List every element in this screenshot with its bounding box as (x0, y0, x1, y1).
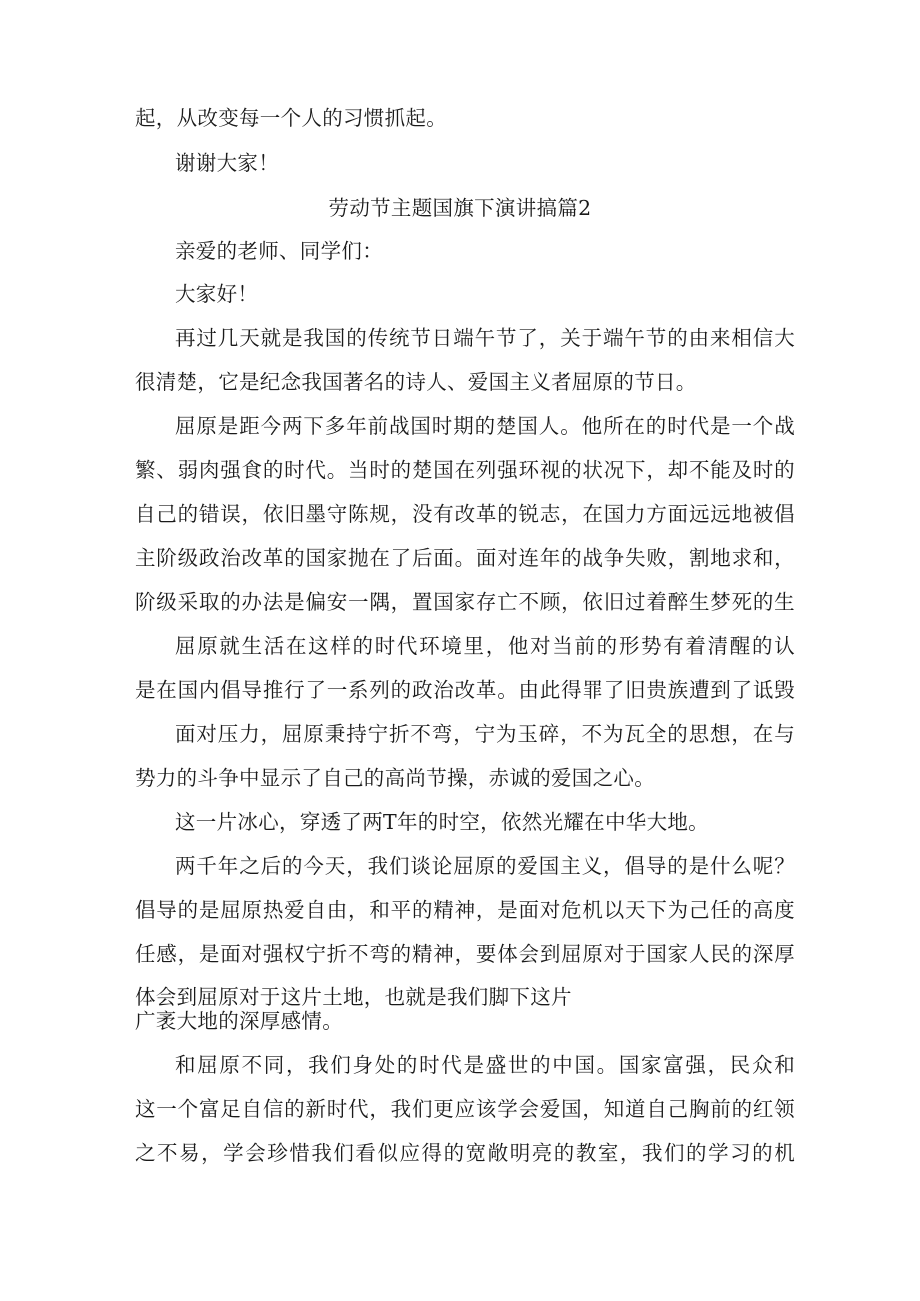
paragraph-line: 主阶级政治改革的国家抛在了后面。面对连年的战争失败，割地求和， (135, 546, 795, 570)
paragraph-line: 倡导的是屈原热爱自由，和平的精神，是面对危机以天下为己任的高度 (135, 898, 795, 922)
paragraph-line: 面对压力，屈原秉持宁折不弯，宁为玉碎，不为瓦全的思想，在与 (175, 722, 795, 746)
paragraph-line: 体会到屈原对于这片土地，也就是我们脚下这片 (135, 985, 572, 1009)
paragraph-line: 繁、弱肉强食的时代。当时的楚国在列强环视的状况下，却不能及时的 (135, 458, 795, 482)
paragraph-line: 是在国内倡导推行了一系列的政治改革。由此得罪了旧贵族遭到了诋毁 (135, 678, 795, 702)
closing-thanks: 谢谢大家！ (175, 151, 279, 175)
paragraph-line: 广袤大地的深厚感情。 (135, 1009, 343, 1033)
paragraph-line: 屈原就生活在这样的时代环境里，他对当前的形势有着清醒的认 (175, 634, 795, 658)
paragraph-line: 势力的斗争中显示了自己的高尚节操，赤诚的爱国之心。 (135, 766, 655, 790)
paragraph-line: 起，从改变每一个人的习惯抓起。 (135, 106, 447, 130)
paragraph-line: 之不易，学会珍惜我们看似应得的宽敞明亮的教室，我们的学习的机 (135, 1141, 795, 1165)
section-title: 劳动节主题国旗下演讲搞篇2 (328, 196, 592, 220)
paragraph-line: 屈原是距今两下多年前战国时期的楚国人。他所在的时代是一个战 (175, 414, 795, 438)
salutation: 亲爱的老师、同学们： (175, 239, 383, 263)
paragraph-line: 再过几天就是我国的传统节日端午节了，关于端午节的由来相信大 (175, 326, 795, 350)
paragraph-line: 和屈原不同，我们身处的时代是盛世的中国。国家富强，民众和 (175, 1053, 795, 1077)
paragraph-line: 任感，是面对强权宁折不弯的精神，要体会到屈原对于国家人民的深厚 (135, 942, 795, 966)
paragraph-line: 很清楚，它是纪念我国著名的诗人、爱国主义者屈原的节日。 (135, 370, 697, 394)
paragraph-line: 自己的错误，依旧墨守陈规，没有改革的锐志，在国力方面远远地被倡 (135, 502, 795, 526)
paragraph-line: 这一片冰心，穿透了两T年的时空，依然光耀在中华大地。 (175, 810, 709, 834)
greeting: 大家好！ (175, 282, 259, 306)
paragraph-line: 阶级采取的办法是偏安一隅，置国家存亡不顾，依旧过着醉生梦死的生 (135, 590, 795, 614)
paragraph-line: 这一个富足自信的新时代，我们更应该学会爱国，知道自己胸前的红领 (135, 1097, 795, 1121)
paragraph-line: 两千年之后的今天，我们谈论屈原的爱国主义，倡导的是什么呢？ (175, 854, 795, 878)
